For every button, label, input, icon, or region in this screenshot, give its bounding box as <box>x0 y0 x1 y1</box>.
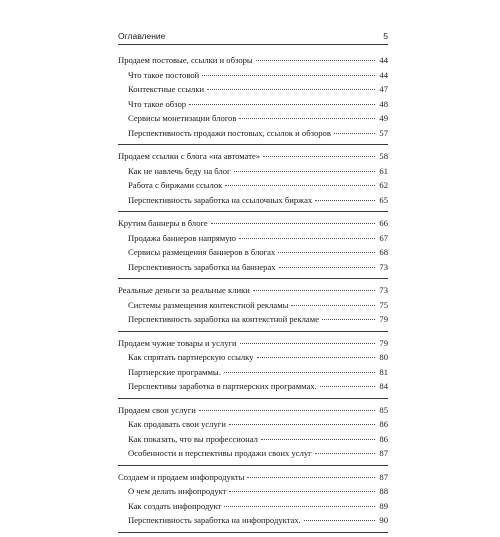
toc-entry[interactable] <box>118 312 388 327</box>
toc-page-number: 47 <box>379 84 388 94</box>
toc-page-number: 68 <box>379 247 388 257</box>
dot-leader <box>291 305 375 306</box>
toc-chapter-title: Продаем чужие товары и услуги <box>118 337 237 348</box>
toc-entry[interactable] <box>118 82 388 97</box>
dot-leader <box>239 118 375 119</box>
toc-entry[interactable] <box>118 484 388 499</box>
running-header <box>118 31 388 41</box>
dot-leader <box>279 267 375 268</box>
dot-leader <box>315 200 375 201</box>
toc-page-number: 73 <box>379 261 388 272</box>
toc-page-number: 87 <box>379 471 388 482</box>
toc-entry-title: О чем делать инфопродукт <box>128 486 227 496</box>
dot-leader <box>304 520 375 521</box>
dot-leader <box>239 238 375 239</box>
toc-page-number: 88 <box>379 486 388 496</box>
toc-page-number: 66 <box>379 218 388 228</box>
toc-entry-title: Перспективность заработка на контекстной рекламе <box>128 314 319 324</box>
toc-section <box>118 336 388 399</box>
toc-entry[interactable] <box>118 245 388 260</box>
table-of-contents <box>118 53 388 537</box>
toc-entry-title: Особенности и перспективы продажи своих услуг <box>128 448 312 458</box>
toc-section <box>118 403 388 466</box>
dot-leader <box>322 319 375 320</box>
toc-chapter-title: Реальные деньги за реальные клики <box>118 285 250 295</box>
toc-entry-title: Сервисы монетизации блогов <box>128 113 237 123</box>
toc-page-number: 58 <box>379 151 388 161</box>
dot-leader <box>261 439 375 440</box>
toc-page-number: 67 <box>379 232 388 243</box>
dot-leader <box>334 133 375 134</box>
toc-entry-title: Что такое постовой <box>128 69 200 80</box>
toc-page-number: 44 <box>379 55 388 65</box>
toc-chapter-heading[interactable] <box>118 53 388 68</box>
toc-section <box>118 470 388 533</box>
toc-page-number: 79 <box>379 314 388 324</box>
header-rule <box>118 44 388 45</box>
toc-page-number: 90 <box>379 515 388 525</box>
dot-leader <box>256 60 375 61</box>
toc-page-number: 48 <box>379 98 388 109</box>
toc-entry-title: Работа с биржами ссылок <box>128 180 223 190</box>
dot-leader <box>202 75 375 76</box>
page-number: 5 <box>383 31 388 41</box>
toc-entry[interactable] <box>118 260 388 275</box>
toc-entry[interactable] <box>118 68 388 83</box>
toc-chapter-heading[interactable] <box>118 403 388 418</box>
toc-chapter-title: Продаем постовые, ссылки и обзоры <box>118 55 253 65</box>
toc-entry-title: Перспективность заработка на баннерах <box>128 261 276 272</box>
dot-leader <box>229 424 375 425</box>
toc-entry-title: Перспективность заработка на ссылочных биржах <box>128 194 313 205</box>
dot-leader <box>207 89 375 90</box>
toc-page-number: 62 <box>379 180 388 190</box>
toc-chapter-title: Создаем и продаем инфопродукты <box>118 471 245 482</box>
toc-entry[interactable] <box>118 231 388 246</box>
toc-page-number: 57 <box>379 127 388 138</box>
toc-entry-title: Как не навлечь беду на блог <box>128 165 231 176</box>
toc-entry[interactable] <box>118 446 388 461</box>
toc-entry[interactable] <box>118 126 388 141</box>
dot-leader <box>189 104 375 105</box>
toc-page-number: 86 <box>379 433 388 444</box>
toc-entry-title: Продажа баннеров напрямую <box>128 232 236 243</box>
toc-page-number: 61 <box>379 165 388 176</box>
toc-entry[interactable] <box>118 513 388 528</box>
dot-leader <box>224 372 375 373</box>
toc-entry-title: Перспективность заработка на инфопродуктах. <box>128 515 301 525</box>
toc-page-number: 73 <box>379 285 388 295</box>
dot-leader <box>234 171 375 172</box>
toc-entry-title: Контекстные ссылки <box>128 84 205 94</box>
toc-entry[interactable] <box>118 365 388 380</box>
dot-leader <box>211 223 375 224</box>
toc-entry-title: Как продавать свои услуги <box>128 419 226 429</box>
toc-entry[interactable] <box>118 350 388 365</box>
toc-section <box>118 53 388 145</box>
toc-entry[interactable] <box>118 432 388 447</box>
dot-leader <box>247 477 375 478</box>
toc-page-number: 87 <box>379 448 388 458</box>
toc-entry-title: Как создать инфопродукт <box>128 500 222 511</box>
toc-section <box>118 149 388 212</box>
toc-entry-title: Системы размещения контекстной рекламы <box>128 299 289 310</box>
toc-page-number: 79 <box>379 337 388 348</box>
toc-entry-title: Партнерские программы. <box>128 366 221 377</box>
dot-leader <box>253 290 375 291</box>
toc-entry[interactable] <box>118 298 388 313</box>
toc-page-number: 89 <box>379 500 388 511</box>
dot-leader <box>229 491 375 492</box>
toc-chapter-heading[interactable] <box>118 336 388 351</box>
toc-page-number: 80 <box>379 352 388 362</box>
toc-page-number: 65 <box>379 194 388 205</box>
toc-section <box>118 216 388 279</box>
toc-page-number: 44 <box>379 69 388 80</box>
toc-entry-title: Сервисы размещения баннеров в блогах <box>128 247 276 257</box>
dot-leader <box>257 357 375 358</box>
toc-entry-title: Что такое обзор <box>128 98 187 109</box>
toc-entry-title: Перспективы заработка в партнерских программах. <box>128 381 317 391</box>
dot-leader <box>199 410 375 411</box>
toc-page-number: 49 <box>379 113 388 123</box>
toc-section <box>118 283 388 332</box>
toc-entry[interactable] <box>118 193 388 208</box>
toc-chapter-heading[interactable] <box>118 470 388 485</box>
toc-entry[interactable] <box>118 97 388 112</box>
dot-leader <box>315 453 375 454</box>
toc-chapter-title: Продаем ссылки с блога «на автомате» <box>118 151 261 161</box>
toc-chapter-title: Продаем свои услуги <box>118 404 196 415</box>
dot-leader <box>225 185 375 186</box>
toc-page-number: 81 <box>379 366 388 377</box>
toc-entry[interactable] <box>118 178 388 193</box>
dot-leader <box>263 156 375 157</box>
toc-page-number: 86 <box>379 419 388 429</box>
toc-chapter-heading[interactable] <box>118 283 388 298</box>
toc-entry-title: Перспективность продажи постовых, ссылок и обзоров <box>128 127 331 138</box>
dot-leader <box>224 506 375 507</box>
toc-entry[interactable] <box>118 417 388 432</box>
toc-chapter-heading[interactable] <box>118 149 388 164</box>
toc-chapter-title: Крутим баннеры в блоге <box>118 218 208 228</box>
running-header-title: Оглавление <box>118 31 166 41</box>
toc-chapter-heading[interactable] <box>118 216 388 231</box>
toc-entry-title: Как показать, что вы профессионал <box>128 433 258 444</box>
toc-entry[interactable] <box>118 379 388 394</box>
toc-page-number: 75 <box>379 299 388 310</box>
toc-page-number: 84 <box>379 381 388 391</box>
toc-entry[interactable] <box>118 499 388 514</box>
dot-leader <box>240 343 375 344</box>
dot-leader <box>320 386 375 387</box>
toc-entry[interactable] <box>118 164 388 179</box>
dot-leader <box>278 252 375 253</box>
toc-page-number: 85 <box>379 404 388 415</box>
toc-entry[interactable] <box>118 111 388 126</box>
toc-entry-title: Как спрятать партнерскую ссылку <box>128 352 254 362</box>
